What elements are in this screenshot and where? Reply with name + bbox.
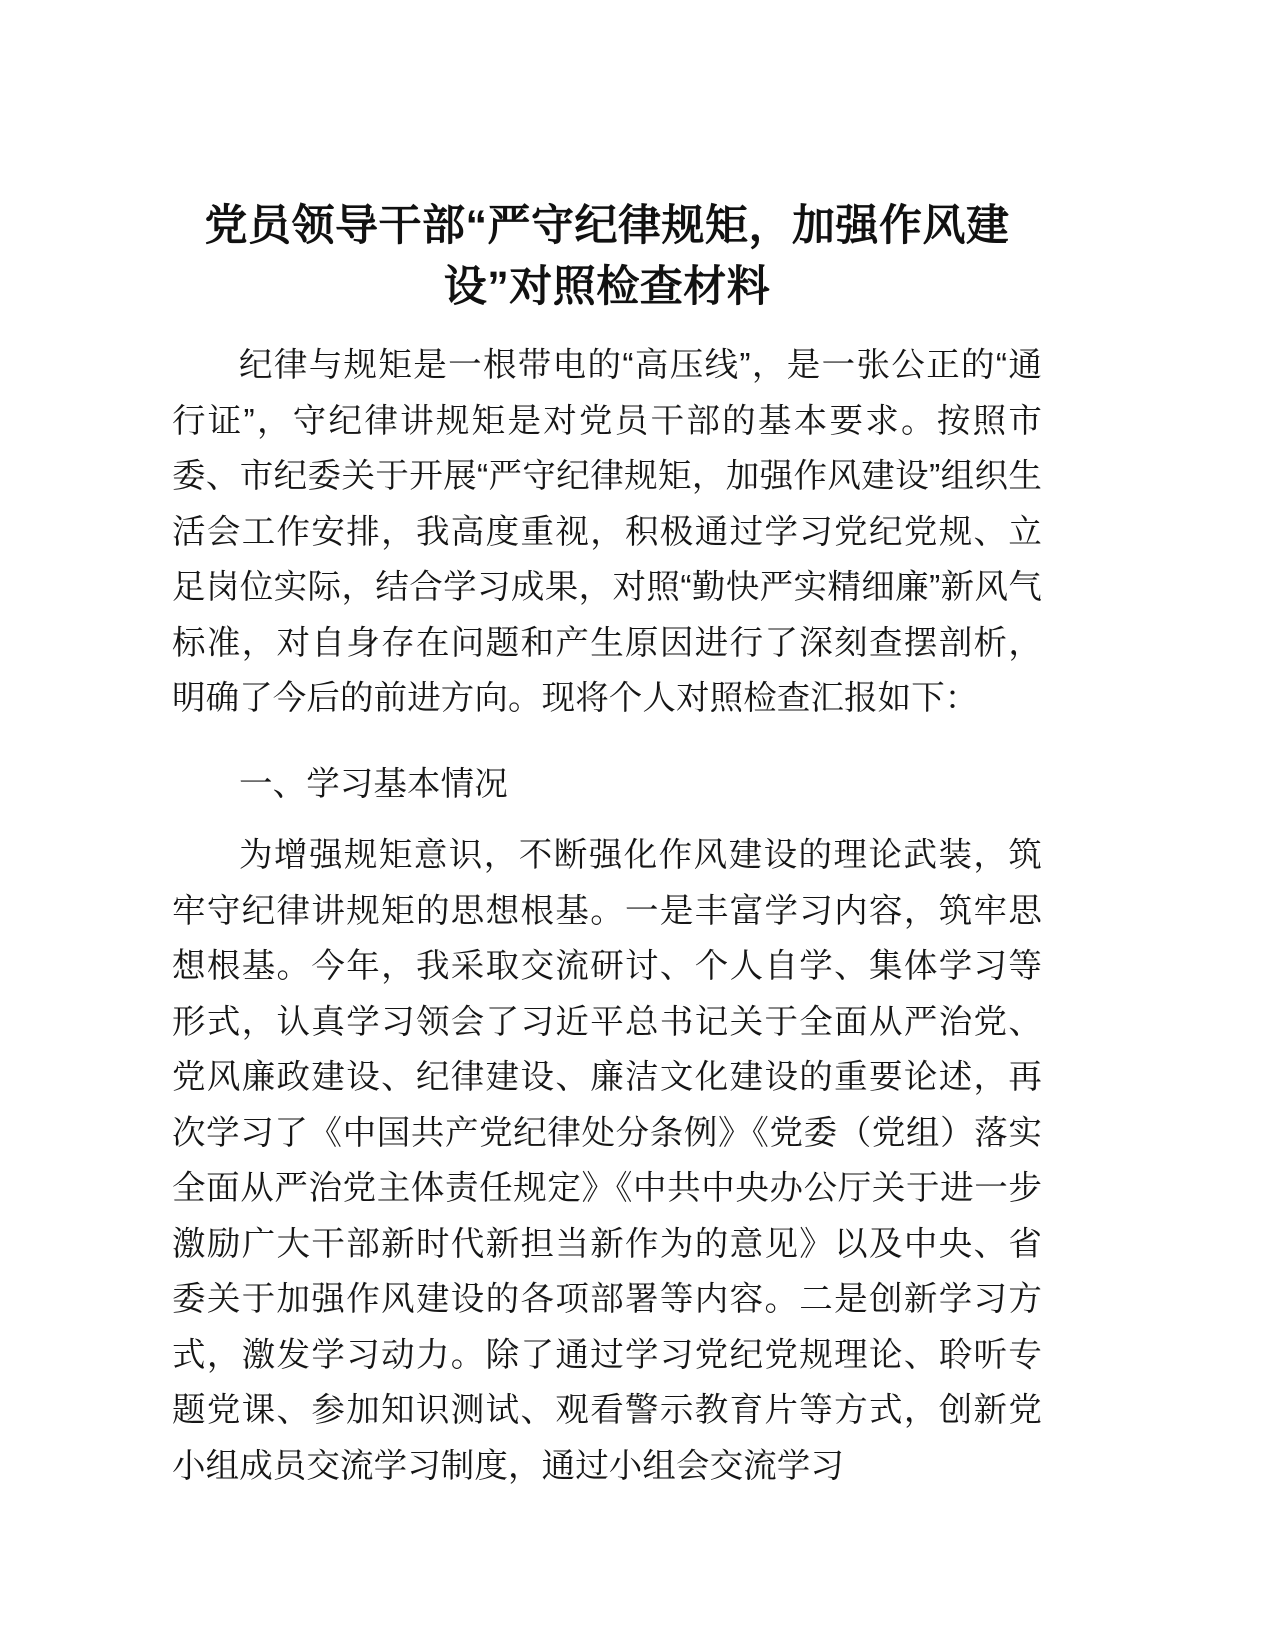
document-title: 党员领导干部“严守纪律规矩，加强作风建设”对照检查材料 <box>204 202 1010 312</box>
intro-paragraph: 纪律与规矩是一根带电的“高压线”，是一张公正的“通行证”，守纪律讲规矩是对党员干部的基本要求。按照市委、市纪委关于开展“严守纪律规矩，加强作风建设”组织生活会工作安排，我高度重视，积极通过学习党纪党规、立足岗位实际，结合学习成果，对照“勤快严实精细廉”新风气标准，对自身存在问题和产生原因进行了深刻查摆剖析，明确了今后的前进方向。现将个人对照检查汇报如下： <box>172 347 1042 718</box>
section-1-paragraph: 为增强规矩意识，不断强化作风建设的理论武装，筑牢守纪律讲规矩的思想根基。一是丰富学习内容，筑牢思想根基。今年，我采取交流研讨、个人自学、集体学习等形式，认真学习领会了习近平总书记关于全面从严治党、党风廉政建设、纪律建设、廉洁文化建设的重要论述，再次学习了《中国共产党纪律处分条例》《党委（党组）落实全面从严治党主体责任规定》《中共中央办公厅关于进一步激励广大干部新时代新担当新作为的意见》以及中央、省委关于加强作风建设的各项部署等内容。二是创新学习方式，激发学习动力。除了通过学习党纪党规理论、聆听专题党课、参加知识测试、观看警示教育片等方式，创新党小组成员交流学习制度，通过小组会交流学习 <box>172 837 1042 1485</box>
section-heading-1: 一、学习基本情况 <box>239 765 508 803</box>
paragraph-spacer <box>172 728 1042 742</box>
document-body <box>172 196 1042 1494</box>
